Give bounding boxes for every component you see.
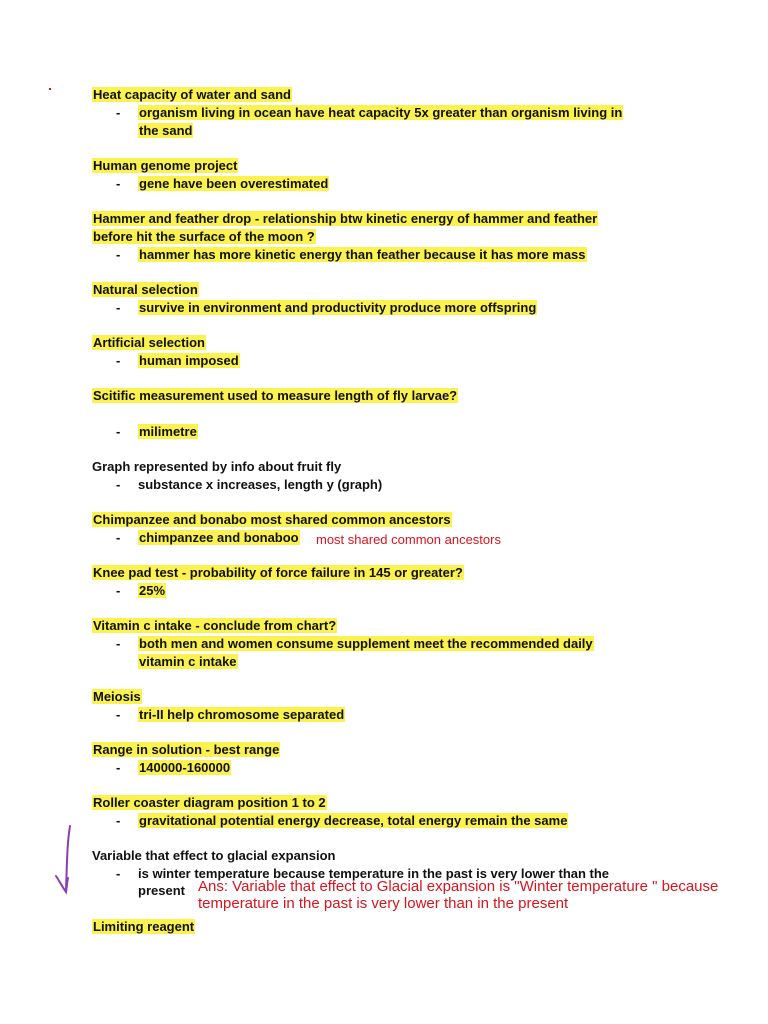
bullet-dash: - [116,247,121,262]
q10-answer-line1: both men and women consume supplement meet the recommended daily [139,636,593,651]
q4-heading: Natural selection [93,282,198,297]
q11-answer: tri-II help chromosome separated [139,707,345,722]
q4-answer: survive in environment and productivity produce more offspring [139,300,537,315]
q14-handwritten-answer-line1: Ans: Variable that effect to Glacial expansion is "Winter temperature " because [198,878,719,895]
q3-heading-line1: Hammer and feather drop - relationship btw kinetic energy of hammer and feather [93,211,598,226]
q6-heading: Scitific measurement used to measure length of fly larvae? [93,388,458,403]
q2-answer: gene have been overestimated [139,176,329,191]
q6-answer: milimetre [139,424,197,439]
bullet-dash: - [116,424,121,439]
bullet-dash: - [116,866,121,881]
bullet-dash: - [116,530,121,545]
q10-answer-line2: vitamin c intake [139,654,237,669]
q5-answer: human imposed [139,353,239,368]
bullet-dash: - [116,583,121,598]
q1-answer-line2: the sand [139,123,193,138]
q13-answer: gravitational potential energy decrease, total energy remain the same [139,813,568,828]
q12-answer: 140000-160000 [139,760,231,775]
bullet-dash: - [116,353,121,368]
bullet-dash: - [116,105,121,120]
q8-answer: chimpanzee and bonaboo [139,530,299,545]
q15-heading: Limiting reagent [93,919,195,934]
q9-heading: Knee pad test - probability of force failure in 145 or greater? [93,565,463,580]
q14-answer-line2: present [138,883,185,898]
bullet-dash: - [116,477,121,492]
bullet-dash: - [116,300,121,315]
q7-answer: substance x increases, length y (graph) [138,477,383,492]
q5-heading: Artificial selection [93,335,205,350]
bullet-dash: - [116,813,121,828]
bullet-dash: - [116,707,121,722]
q14-heading: Variable that effect to glacial expansion [92,848,336,863]
q8-handwritten-note: most shared common ancestors [316,532,501,547]
down-arrow-icon [52,822,76,898]
q2-heading: Human genome project [93,158,238,173]
q14-answer-line1: is winter temperature because temperature in the past is very lower than the [138,866,610,881]
q10-heading: Vitamin c intake - conclude from chart? [93,618,337,633]
q9-answer: 25% [139,583,166,598]
bullet-dash: - [116,176,121,191]
red-dot-mark [49,88,51,90]
q7-heading: Graph represented by info about fruit fly [92,459,342,474]
bullet-dash: - [116,636,121,651]
q14-handwritten-answer-line2: temperature in the past is very lower than in the present [198,895,569,912]
q1-heading: Heat capacity of water and sand [93,87,291,102]
q1-answer-line1: organism living in ocean have heat capacity 5x greater than organism living in [139,105,623,120]
q3-heading-line2: before hit the surface of the moon ? [93,229,315,244]
q11-heading: Meiosis [93,689,141,704]
q13-heading: Roller coaster diagram position 1 to 2 [93,795,326,810]
q12-heading: Range in solution - best range [93,742,280,757]
q8-heading: Chimpanzee and bonabo most shared common ancestors [93,512,451,527]
bullet-dash: - [116,760,121,775]
q3-answer: hammer has more kinetic energy than feather because it has more mass [139,247,586,262]
